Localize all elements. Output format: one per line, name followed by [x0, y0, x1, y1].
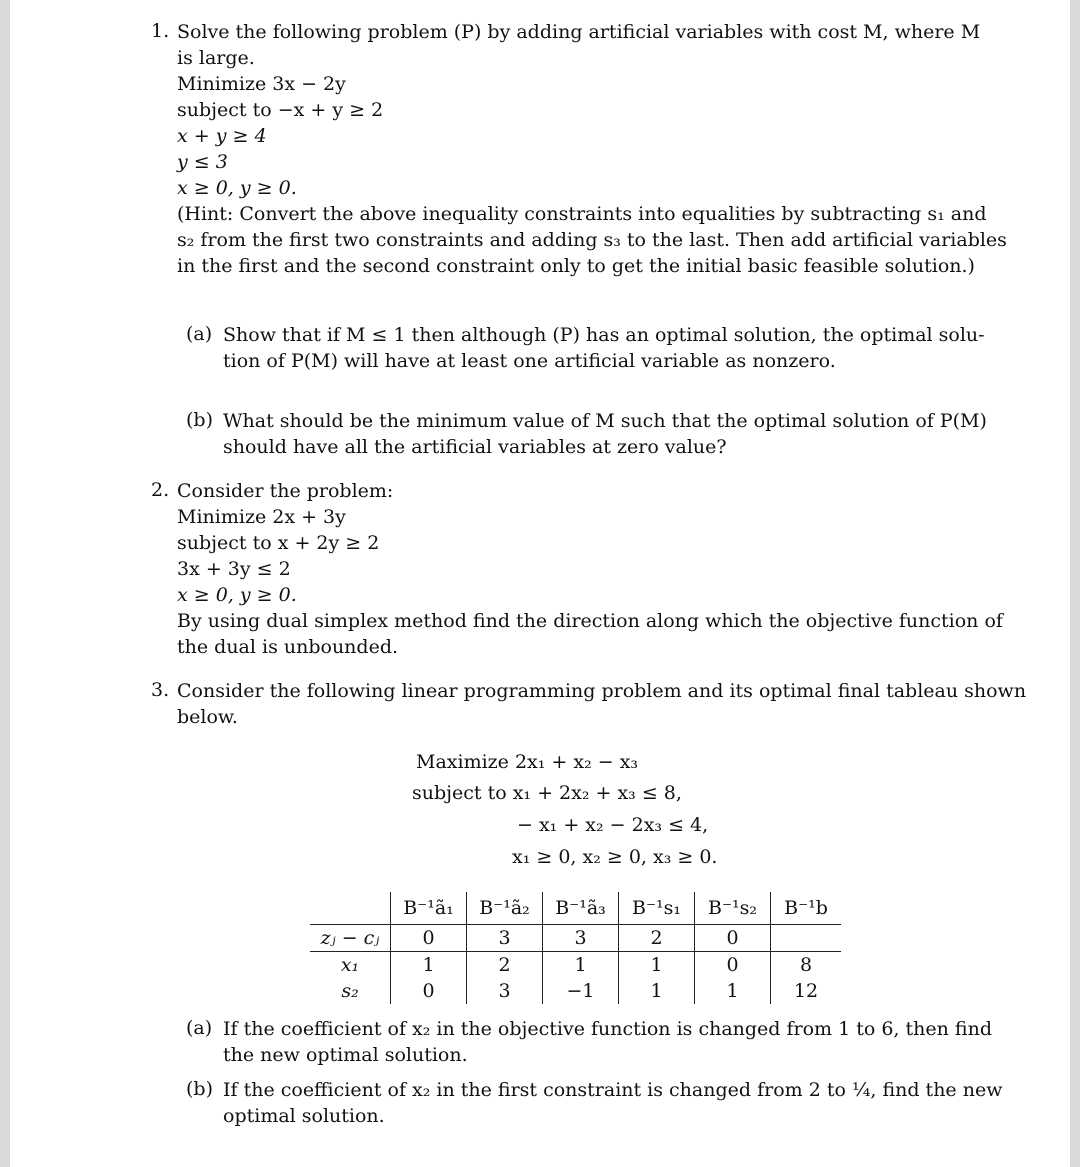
- q2-objective: Minimize 2x + 3y: [177, 506, 346, 528]
- tableau-header: B⁻¹s₁: [619, 892, 695, 925]
- tableau-cell: 1: [543, 952, 619, 979]
- tableau-corner: [310, 892, 391, 925]
- q1b-line-1: What should be the minimum value of M such that the optimal solution of P(M): [223, 410, 987, 432]
- q3b-label: (b): [186, 1078, 213, 1100]
- q1b-label: (b): [186, 409, 213, 431]
- q3-nonneg: x₁ ≥ 0, x₂ ≥ 0, x₃ ≥ 0.: [512, 846, 718, 868]
- q1-hint-line-1: (Hint: Convert the above inequality constraints into equalities by subtracting s₁ and: [177, 203, 987, 225]
- q1-hint-line-3: in the first and the second constraint only to get the initial basic feasible solution.): [177, 255, 975, 277]
- q2-line-1: Consider the problem:: [177, 480, 394, 502]
- document-page: [10, 0, 1070, 1167]
- q2-line-6: By using dual simplex method find the direction along which the objective function of: [177, 610, 1003, 632]
- table-row: [310, 978, 841, 1004]
- tableau-cell: 3: [543, 925, 619, 952]
- q1-nonneg: x ≥ 0, y ≥ 0.: [177, 177, 297, 199]
- q1a-line-1: Show that if M ≤ 1 then although (P) has an optimal solution, the optimal solu-: [223, 324, 985, 346]
- tableau-header: B⁻¹ã₃: [543, 892, 619, 925]
- q1-number: 1.: [151, 20, 170, 42]
- tableau-cell: 12: [771, 978, 842, 1004]
- q3-constraint-1: subject to x₁ + 2x₂ + x₃ ≤ 8,: [412, 782, 682, 804]
- q3a-line-1: If the coefficient of x₂ in the objective function is changed from 1 to 6, then find: [223, 1018, 992, 1040]
- tableau-row-label: s₂: [341, 980, 359, 1002]
- q3a-label: (a): [186, 1017, 213, 1039]
- q3-constraint-2: − x₁ + x₂ − 2x₃ ≤ 4,: [517, 814, 709, 836]
- q1a-line-2: tion of P(M) will have at least one artificial variable as nonzero.: [223, 350, 836, 372]
- q2-line-7: the dual is unbounded.: [177, 636, 399, 658]
- q1-constraint-1: subject to −x + y ≥ 2: [177, 99, 384, 121]
- q3a-line-2: the new optimal solution.: [223, 1044, 468, 1066]
- tableau-cell: 0: [391, 978, 467, 1004]
- tableau-cell: 1: [619, 978, 695, 1004]
- q3-line-1: Consider the following linear programming problem and its optimal final tableau shown: [177, 680, 1027, 702]
- q1-constraint-3: y ≤ 3: [177, 151, 228, 173]
- q1-objective: Minimize 3x − 2y: [177, 73, 346, 95]
- tableau-cell: 3: [467, 925, 543, 952]
- tableau-cell: 8: [771, 952, 842, 979]
- tableau-cell: 0: [695, 952, 771, 979]
- tableau-cell: 0: [695, 925, 771, 952]
- table-row: [310, 925, 841, 952]
- tableau-cell: −1: [543, 978, 619, 1004]
- tableau-cell: 2: [619, 925, 695, 952]
- tableau-header: B⁻¹b: [771, 892, 842, 925]
- tableau-cell: [771, 925, 842, 952]
- q3-line-2: below.: [177, 706, 238, 728]
- tableau-cell: 0: [391, 925, 467, 952]
- table-row: [310, 952, 841, 979]
- q3b-line-1: If the coefficient of x₂ in the first constraint is changed from 2 to ¼, find the new: [223, 1079, 1003, 1101]
- q2-constraint-1: subject to x + 2y ≥ 2: [177, 532, 380, 554]
- tableau-cell: 1: [695, 978, 771, 1004]
- tableau-row-label: zⱼ − cⱼ: [310, 925, 391, 952]
- q1-hint-line-2: s₂ from the first two constraints and adding s₃ to the last. Then add artificial variables: [177, 229, 1007, 251]
- tableau-header: B⁻¹ã₁: [391, 892, 467, 925]
- tableau-cell: 2: [467, 952, 543, 979]
- q2-number: 2.: [151, 479, 170, 501]
- q3-number: 3.: [151, 679, 170, 701]
- tableau-row-label: x₁: [340, 954, 360, 976]
- q1-line-2: is large.: [177, 47, 255, 69]
- simplex-tableau: [310, 892, 841, 1004]
- q3-objective: Maximize 2x₁ + x₂ − x₃: [416, 751, 639, 773]
- q1-constraint-2: x + y ≥ 4: [177, 125, 267, 147]
- q1b-line-2: should have all the artificial variables at zero value?: [223, 436, 727, 458]
- tableau-header: B⁻¹ã₂: [467, 892, 543, 925]
- q1-line-1: Solve the following problem (P) by adding artificial variables with cost M, where M: [177, 21, 981, 43]
- tableau-cell: 1: [619, 952, 695, 979]
- q2-constraint-2: 3x + 3y ≤ 2: [177, 558, 291, 580]
- q2-nonneg: x ≥ 0, y ≥ 0.: [177, 584, 297, 606]
- tableau-header: B⁻¹s₂: [695, 892, 771, 925]
- q3b-line-2: optimal solution.: [223, 1105, 385, 1127]
- tableau-cell: 3: [467, 978, 543, 1004]
- q1a-label: (a): [186, 323, 213, 345]
- tableau-cell: 1: [391, 952, 467, 979]
